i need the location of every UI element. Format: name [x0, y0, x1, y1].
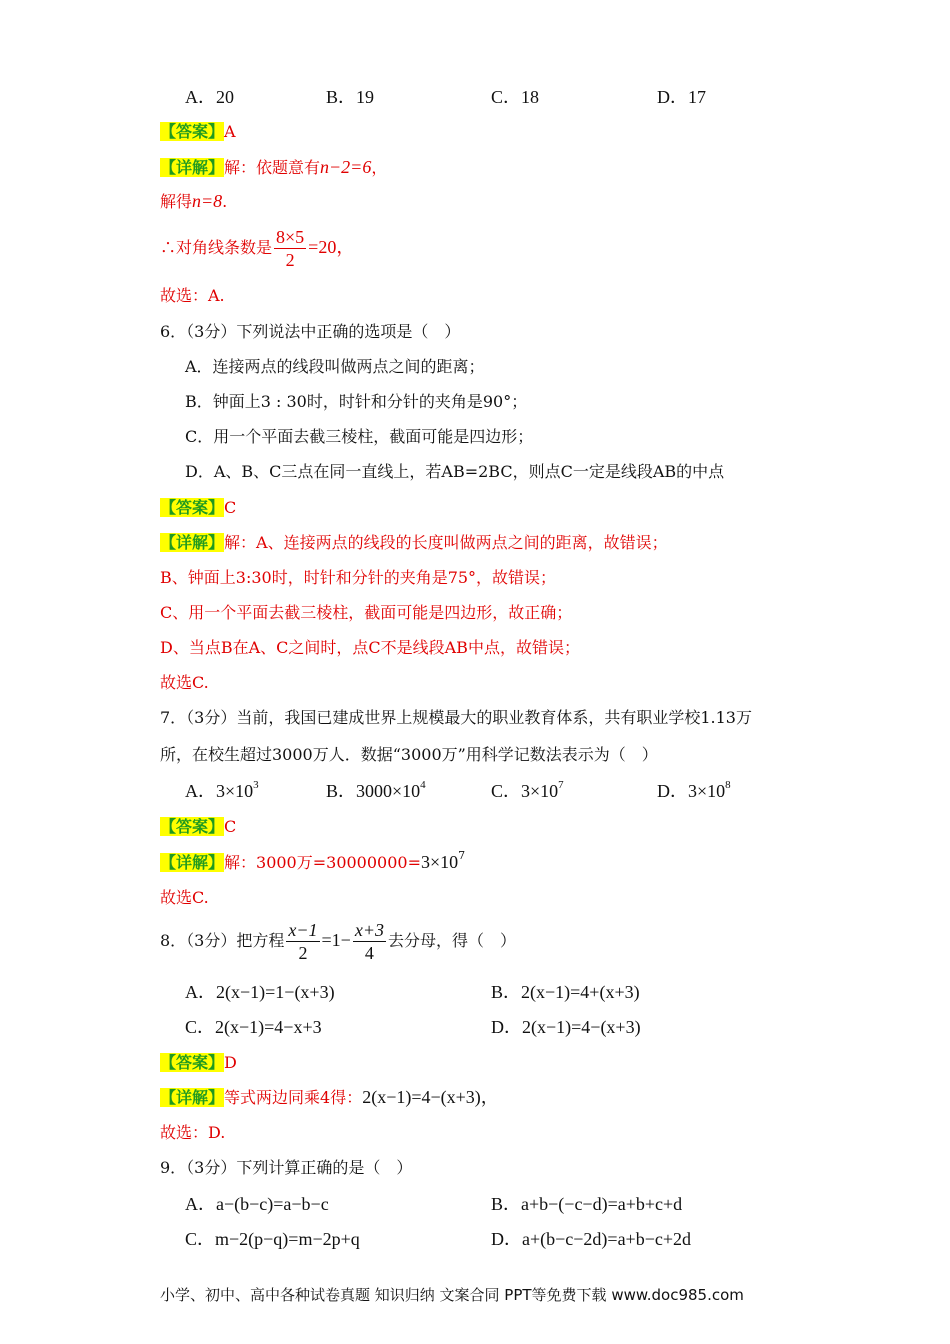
q7-answer: [160, 816, 236, 838]
detail-tag: 【详解】: [160, 533, 225, 552]
detail-punct: .: [222, 192, 228, 211]
page-footer: 小学、初中、高中各种试卷真题 知识归纳 文案合同 PPT等免费下载 www.doc985.com: [160, 1286, 744, 1304]
q8-option-b: B．2(x−1)=4+(x+3): [491, 982, 640, 1002]
fraction: [274, 226, 306, 271]
detail-equation: 2(x−1)=4−(x+3)，: [362, 1087, 499, 1107]
detail-tag: 【详解】: [160, 853, 225, 872]
option-exponent: 3: [253, 779, 259, 791]
q6-stem: 6．（3分）下列说法中正确的选项是（ ）: [160, 322, 461, 341]
q5-conclusion: 故选：A.: [160, 286, 225, 305]
fraction: [353, 919, 386, 964]
option-label: A．: [185, 781, 216, 801]
q7-option-d: [657, 780, 731, 802]
q9-option-a: A．a−(b−c)=a−b−c: [185, 1194, 329, 1214]
q8-option-c: C．2(x−1)=4−x+3: [185, 1017, 322, 1037]
q7-stem-line-2: 所，在校生超过3000万人．数据“3000万”用科学记数法表示为（ ）: [160, 745, 658, 764]
detail-punct: ，: [371, 158, 388, 177]
detail-exponent: 7: [458, 849, 466, 862]
q8-answer: [160, 1052, 237, 1074]
q7-option-b: [326, 780, 426, 802]
stem-text: 去分母，得（ ）: [387, 931, 516, 950]
fraction-denominator: 4: [364, 943, 374, 963]
q5-option-b: B．19: [326, 87, 375, 107]
answer-value: D: [224, 1053, 237, 1072]
answer-tag: 【答案】: [160, 498, 225, 517]
option-exponent: 7: [558, 779, 564, 791]
detail-text: ∴对角线条数是: [160, 238, 273, 257]
option-base: 3×10: [688, 781, 726, 801]
answer-tag: 【答案】: [160, 817, 225, 836]
detail-tag: 【详解】: [160, 1088, 225, 1107]
detail-text: 解：A、连接两点的线段的长度叫做两点之间的距离，故错误；: [224, 533, 668, 552]
fraction-numerator: x−1: [288, 920, 318, 940]
q9-stem: 9．（3分）下列计算正确的是（ ）: [160, 1158, 413, 1177]
q8-conclusion: 故选：D.: [160, 1123, 226, 1142]
detail-text: 解得: [160, 192, 193, 211]
q7-stem-line-1: 7．（3分）当前，我国已建成世界上规模最大的职业教育体系，共有职业学校1.13万: [160, 708, 752, 727]
stem-text: 8．（3分）把方程: [160, 931, 285, 950]
q6-option-a: A．连接两点的线段叫做两点之间的距离；: [185, 357, 485, 376]
q9-option-b: B．a+b−(−c−d)=a+b+c+d: [491, 1194, 683, 1214]
q5-option-d: D．17: [657, 87, 706, 107]
fraction-numerator: 8×5: [276, 227, 305, 247]
q8-option-a: A．2(x−1)=1−(x+3): [185, 982, 335, 1002]
answer-tag: 【答案】: [160, 1053, 225, 1072]
q8-option-d: D．2(x−1)=4−(x+3): [491, 1017, 641, 1037]
q7-option-a: [185, 780, 259, 802]
stem-equation: =1−: [321, 930, 351, 950]
option-base: 3×10: [521, 781, 559, 801]
q6-detail-1: [160, 532, 668, 554]
q5-detail-1: [160, 156, 387, 179]
detail-tag: 【详解】: [160, 158, 225, 177]
option-base: 3000×10: [356, 781, 421, 801]
q8-stem: [160, 919, 516, 964]
option-label: B．: [326, 781, 357, 801]
option-exponent: 8: [725, 779, 731, 791]
option-base: 3×10: [216, 781, 254, 801]
detail-equation: n−2=6: [320, 157, 372, 177]
q6-detail-4: D、当点B在A、C之间时，点C不是线段AB中点，故错误；: [160, 638, 580, 657]
option-label: C．: [491, 781, 522, 801]
q5-detail-3: [160, 226, 354, 271]
q6-answer: [160, 497, 236, 519]
detail-text: 解：依题意有: [224, 158, 321, 177]
q5-detail-2: [160, 190, 227, 213]
q6-option-b: B．钟面上3 : 30时，时针和分针的夹角是90°；: [185, 392, 528, 411]
detail-equation: =20，: [308, 237, 355, 257]
option-label: D．: [657, 781, 688, 801]
q6-option-d: D．A、B、C三点在同一直线上，若AB=2BC，则点C一定是线段AB的中点: [185, 462, 725, 481]
detail-equation: n=8: [192, 191, 223, 211]
q9-option-d: D．a+(b−c−2d)=a+b−c+2d: [491, 1229, 692, 1249]
q5-option-c: C．18: [491, 87, 540, 107]
q5-option-a: A．20: [185, 87, 234, 107]
q8-detail: [160, 1086, 499, 1109]
answer-value: A: [224, 122, 236, 141]
q6-detail-3: C、用一个平面去截三棱柱，截面可能是四边形，故正确；: [160, 603, 573, 622]
q7-detail: [160, 851, 465, 874]
fraction-numerator: x+3: [354, 920, 384, 940]
q7-option-c: [491, 780, 564, 802]
detail-text: 解：3000万=30000000=: [224, 853, 421, 872]
detail-text: 等式两边同乘4得：: [224, 1088, 363, 1107]
answer-tag: 【答案】: [160, 122, 225, 141]
fraction: [286, 919, 319, 964]
q7-conclusion: 故选C.: [160, 888, 209, 907]
option-exponent: 4: [420, 779, 426, 791]
fraction-denominator: 2: [285, 250, 295, 270]
q6-option-c: C．用一个平面去截三棱柱，截面可能是四边形；: [185, 427, 534, 446]
q6-conclusion: 故选C.: [160, 673, 209, 692]
q9-option-c: C．m−2(p−q)=m−2p+q: [185, 1229, 360, 1249]
answer-value: C: [224, 498, 237, 517]
q6-detail-2: B、钟面上3:30时，时针和分针的夹角是75°，故错误；: [160, 568, 557, 587]
q5-answer: [160, 121, 236, 143]
fraction-denominator: 2: [298, 943, 308, 963]
answer-value: C: [224, 817, 237, 836]
detail-base: 3×10: [421, 852, 459, 872]
